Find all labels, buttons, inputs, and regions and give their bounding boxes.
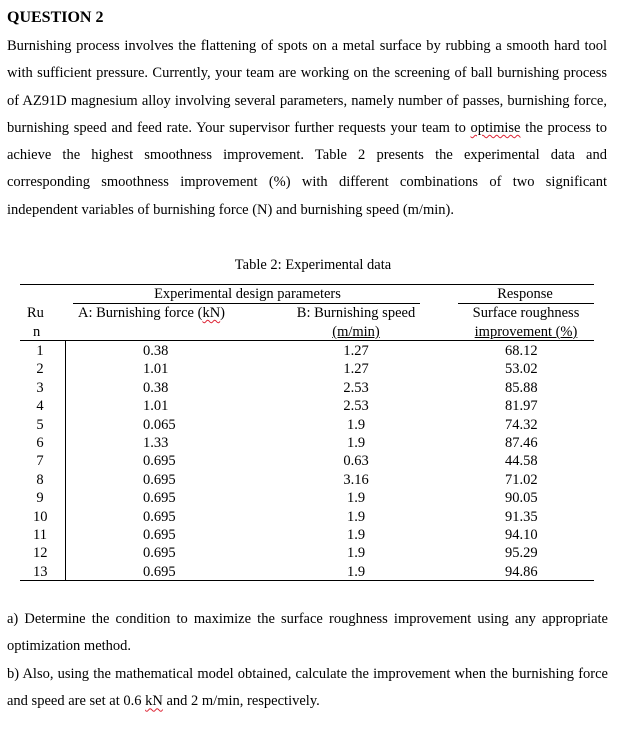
speed-cell: 1.9 (346, 545, 366, 562)
force-cell: 0.065 (143, 416, 176, 433)
table-row (20, 452, 594, 470)
table-row (20, 563, 594, 581)
intro-text-1: Burnishing process involves the flattening of spots on a metal surface by rubbing a smooth hard tool with sufficient pressure. Currently, your team are working on the screening of ball burnishing process of AZ91D magnesium alloy involving several parameters, namely number of passes, burnishing force, burnishing speed and feed rate. Your supervisor further requests your team to (7, 38, 607, 136)
speed-header-line1: B: Burnishing speed (296, 305, 416, 321)
speed-cell: 1.9 (346, 490, 366, 507)
run-header-line1: Ru (27, 305, 44, 321)
force-cell: 0.695 (143, 490, 176, 507)
run-cell: 2 (36, 361, 44, 378)
response-group-rule (458, 303, 594, 304)
speed-cell: 0.63 (343, 453, 369, 470)
run-cell: 3 (36, 379, 44, 396)
response-header-line1: Surface roughness (472, 305, 580, 321)
response-cell: 94.10 (505, 526, 538, 543)
force-header-unit: kN (202, 305, 221, 321)
force-cell: 0.695 (143, 508, 176, 525)
part-b-suffix: and 2 m/min, respectively. (162, 693, 320, 710)
response-cell: 85.88 (505, 379, 538, 396)
force-cell: 1.01 (143, 361, 169, 378)
table-row (20, 471, 594, 489)
speed-header-line2: (m/min) (332, 324, 380, 340)
run-cell: 8 (36, 471, 44, 488)
response-cell: 95.29 (505, 545, 538, 562)
run-cell: 4 (36, 398, 44, 415)
speed-cell: 1.9 (346, 526, 366, 543)
response-group-header: Response (497, 286, 553, 302)
intro-paragraph (7, 33, 607, 224)
run-cell: 12 (33, 545, 48, 562)
speed-cell: 1.9 (346, 434, 366, 451)
table-top-rule (20, 284, 594, 285)
question-part-a: a) Determine the condition to maximize the surface roughness improvement using any appropriate optimization method. (7, 611, 608, 655)
response-cell: 81.97 (505, 398, 538, 415)
question-part-b (7, 661, 608, 716)
speed-cell: 2.53 (343, 398, 369, 415)
table-row (20, 360, 594, 378)
run-cell: 6 (36, 434, 44, 451)
run-header-line2: n (33, 324, 41, 340)
force-cell: 1.33 (143, 434, 169, 451)
force-cell: 1.01 (143, 398, 169, 415)
force-cell: 0.695 (143, 471, 176, 488)
run-cell: 13 (33, 563, 48, 580)
table-row (20, 544, 594, 562)
force-header-suffix: ) (220, 305, 226, 321)
response-cell: 71.02 (505, 471, 538, 488)
speed-cell: 2.53 (343, 379, 369, 396)
table-row (20, 397, 594, 415)
response-cell: 94.86 (505, 563, 538, 580)
intro-spellcheck-word: optimise (470, 119, 521, 136)
question-title: QUESTION 2 (7, 9, 104, 26)
table-row (20, 342, 594, 360)
intro-text-2: the process to achieve the highest smoothness improvement. Table 2 presents the experimental data and corresponding smoothness improvement (%) with different combinations of two significant independent variables of burnishing force (N) and burnishing speed (m/min). (7, 119, 607, 218)
run-cell: 7 (36, 453, 44, 470)
table-body (20, 342, 594, 581)
response-cell: 90.05 (505, 490, 538, 507)
run-cell: 10 (33, 508, 48, 525)
table-row (20, 416, 594, 434)
table-row (20, 508, 594, 526)
table-row (20, 379, 594, 397)
force-header-prefix: A: Burnishing force ( (78, 305, 203, 321)
table-row (20, 489, 594, 507)
response-cell: 53.02 (505, 361, 538, 378)
params-group-rule (73, 303, 420, 304)
speed-cell: 1.27 (343, 343, 369, 359)
response-cell: 74.32 (505, 416, 538, 433)
speed-cell: 1.9 (346, 563, 366, 580)
force-cell: 0.695 (143, 453, 176, 470)
force-cell: 0.695 (143, 563, 176, 580)
part-b-prefix: b) Also, using the mathematical model obtained, calculate the improvement when the burnishing force and speed are set at 0.6 (7, 666, 608, 710)
run-cell: 5 (36, 416, 44, 433)
run-cell: 11 (33, 526, 47, 543)
force-cell: 0.38 (143, 343, 169, 359)
speed-cell: 1.9 (346, 508, 366, 525)
response-cell: 87.46 (505, 434, 538, 451)
run-cell: 1 (36, 343, 44, 359)
table-row (20, 526, 594, 544)
response-cell: 68.12 (505, 343, 538, 359)
response-cell: 44.58 (505, 453, 538, 470)
response-cell: 91.35 (505, 508, 538, 525)
speed-cell: 1.27 (343, 361, 369, 378)
force-cell: 0.695 (143, 545, 176, 562)
table-caption: Table 2: Experimental data (234, 257, 392, 273)
force-cell: 0.38 (143, 379, 169, 396)
speed-cell: 3.16 (343, 471, 369, 488)
force-cell: 0.695 (143, 526, 176, 543)
force-header (78, 305, 225, 322)
table-row (20, 434, 594, 452)
params-group-header: Experimental design parameters (154, 286, 341, 302)
response-header-line2: improvement (%) (474, 324, 578, 340)
speed-cell: 1.9 (346, 416, 366, 433)
part-b-unit: kN (145, 693, 163, 710)
run-cell: 9 (36, 490, 44, 507)
